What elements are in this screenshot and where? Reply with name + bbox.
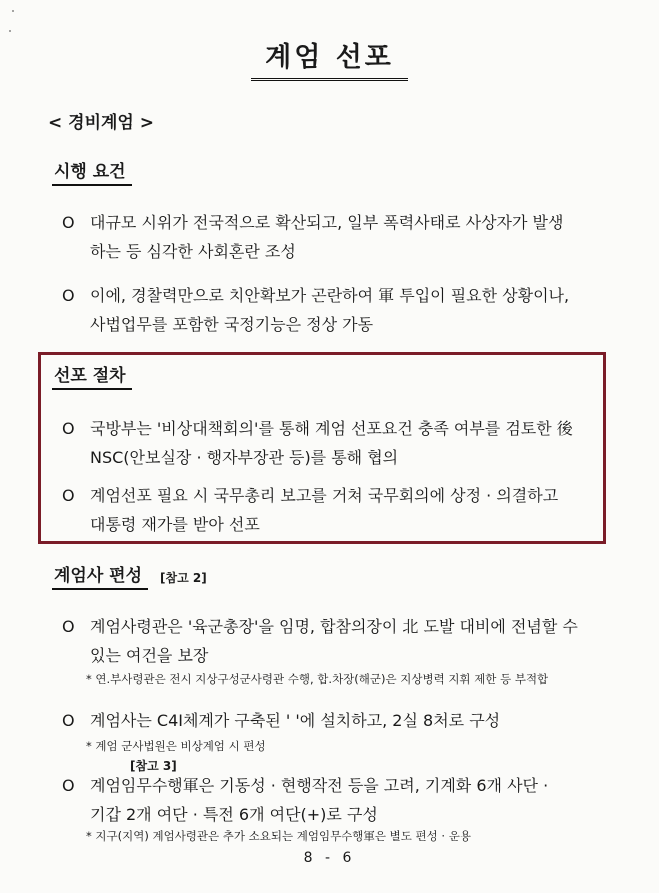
bullet: O bbox=[62, 419, 75, 438]
item-line: NSC(안보실장 · 행자부장관 등)를 통해 협의 bbox=[90, 448, 399, 467]
item-line: 기갑 2개 여단 · 특전 6개 여단(+)로 구성 bbox=[90, 805, 378, 824]
page-number: 8 - 6 bbox=[303, 850, 356, 866]
section-heading-organization: 계엄사 편성 bbox=[52, 565, 148, 590]
bullet: O bbox=[62, 213, 75, 232]
martial-law-type-subtitle: < 경비계엄 > bbox=[48, 113, 155, 133]
bullet: O bbox=[62, 486, 75, 505]
bullet: O bbox=[62, 776, 75, 795]
document-title: 계엄 선포 bbox=[251, 40, 408, 81]
item-line: 계엄사령관은 '육군총장'을 임명, 합참의장이 北 도발 대비에 전념할 수 bbox=[90, 617, 578, 636]
item-line: 계엄임무수행軍은 기동성 · 현행작전 등을 고려, 기계화 6개 사단 · bbox=[90, 776, 549, 795]
item-line: 국방부는 '비상대책회의'를 통해 계엄 선포요건 충족 여부를 검토한 後 bbox=[90, 419, 573, 438]
list-item bbox=[62, 414, 602, 472]
reference-tag: [참고 3] bbox=[130, 759, 177, 773]
item-line: 하는 등 심각한 사회혼란 조성 bbox=[90, 242, 296, 261]
bullet: O bbox=[62, 711, 75, 730]
item-line: 계엄선포 필요 시 국무총리 보고를 거쳐 국무회의에 상정 · 의결하고 bbox=[90, 486, 559, 505]
item-note: * 연.부사령관은 전시 지상구성군사령관 수행, 합.차장(해군)은 지상병력 지휘 제한 등 부적합 bbox=[86, 672, 549, 686]
item-note: * 계엄 군사법원은 비상계엄 시 편성 bbox=[86, 739, 266, 753]
scan-speck bbox=[9, 30, 11, 32]
title-wrap bbox=[0, 40, 659, 81]
list-item bbox=[62, 771, 632, 829]
list-item bbox=[62, 281, 632, 339]
item-note: * 지구(지역) 계엄사령관은 추가 소요되는 계엄임무수행軍은 별도 편성 · 운용 bbox=[86, 829, 471, 843]
list-item bbox=[62, 208, 622, 266]
list-item bbox=[62, 706, 632, 735]
section-heading-requirements: 시행 요건 bbox=[52, 161, 132, 186]
item-line: 대규모 시위가 전국적으로 확산되고, 일부 폭력사태로 사상자가 발생 bbox=[90, 213, 564, 232]
list-item bbox=[62, 481, 602, 539]
item-line: 대통령 재가를 받아 선포 bbox=[90, 515, 260, 534]
reference-tag: [참고 2] bbox=[160, 571, 207, 585]
item-line: 있는 여건을 보장 bbox=[90, 646, 209, 665]
item-line: 이에, 경찰력만으로 치안확보가 곤란하여 軍 투입이 필요한 상황이나, bbox=[90, 286, 570, 305]
bullet: O bbox=[62, 286, 75, 305]
scan-speck bbox=[12, 10, 14, 12]
bullet: O bbox=[62, 617, 75, 636]
list-item bbox=[62, 612, 632, 670]
item-line: 계엄사는 C4I체계가 구축된 ' '에 설치하고, 2실 8처로 구성 bbox=[90, 711, 501, 730]
section-heading-procedure: 선포 절차 bbox=[52, 365, 132, 390]
item-line: 사법업무를 포함한 국정기능은 정상 가동 bbox=[90, 315, 374, 334]
